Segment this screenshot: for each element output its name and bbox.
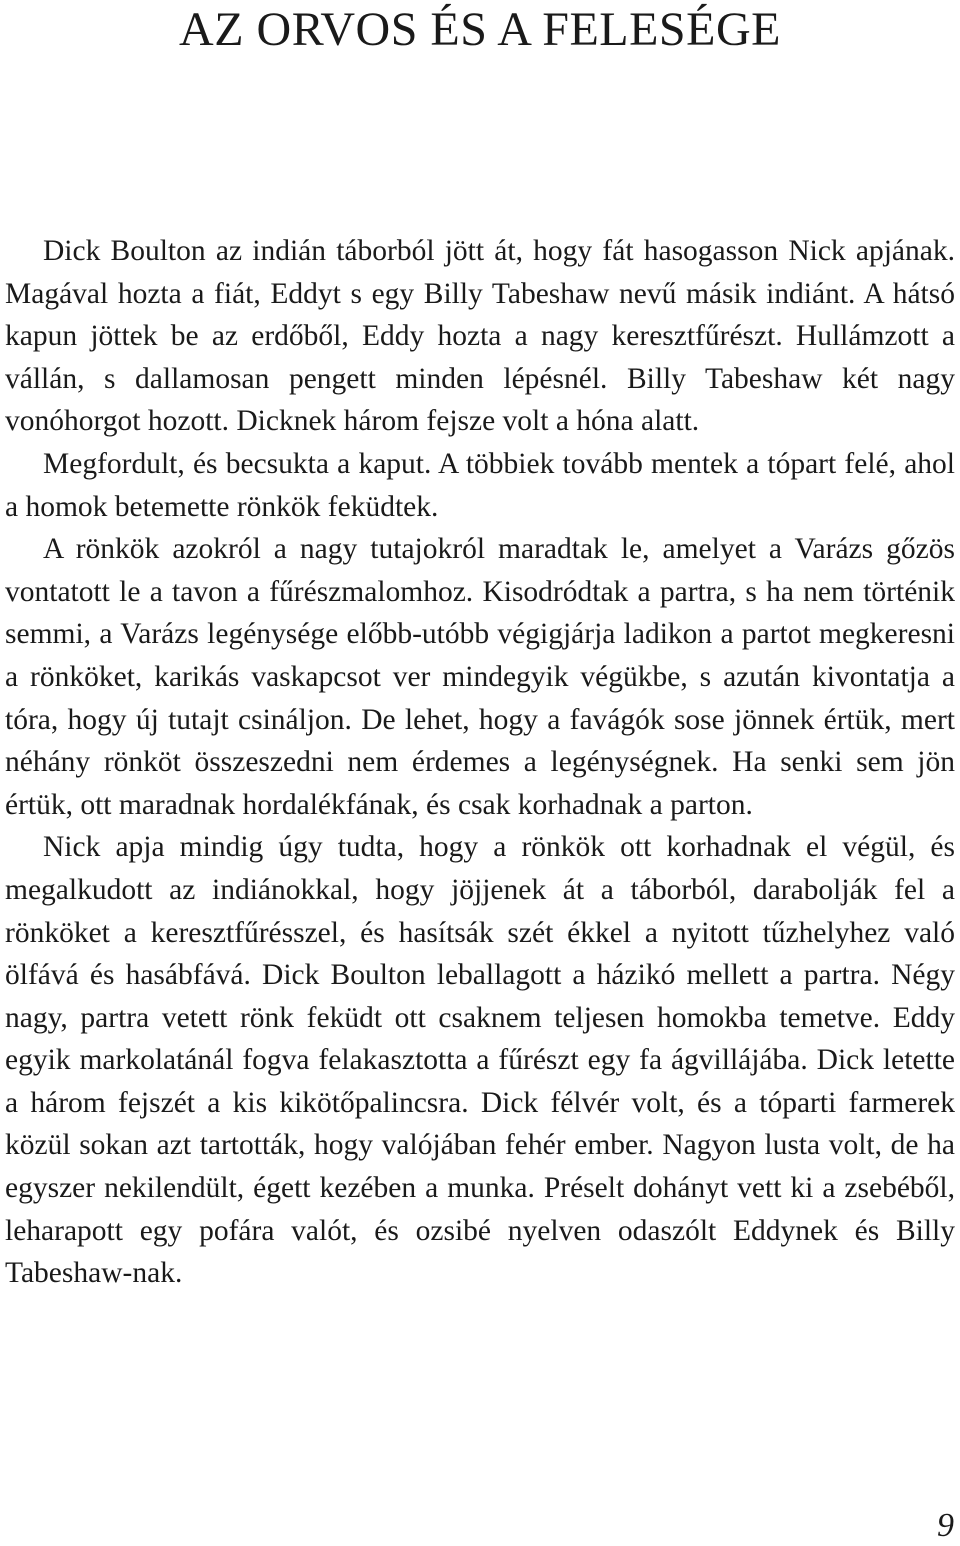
chapter-body: [5, 230, 955, 1295]
page-number: 9: [937, 1507, 954, 1544]
paragraph: Nick apja mindig úgy tudta, hogy a rönkök ott korhadnak el végül, és megalkudott az indiánokkal, hogy jöjjenek át a táborból, darabolják fel a rönköket a keresztfűrésszel, és hasítsák szét ékkel a nyitott tűzhelyhez való ölfává és hasábfává. Dick Boulton leballagott a házikó mellett a partra. Négy nagy, partra vetett rönk feküdt ott csaknem teljesen homokba temetve. Eddy egyik markolatánál fogva felakasztotta a fűrészt egy fa ágvillájába. Dick letette a három fejszét a kis kikötőpalincsra. Dick félvér volt, és a tóparti farmerek közül sokan azt tartották, hogy valójában fehér ember. Nagyon lusta volt, de ha egyszer nekilendült, égett kezében a munka. Préselt dohányt vett ki a zsebéből, leharapott egy pofára valót, és ozsibé nyelven odaszólt Eddynek és Billy Tabeshaw-nak.: [5, 831, 955, 1290]
paragraph: Megfordult, és becsukta a kaput. A többiek tovább mentek a tópart felé, ahol a homok betemette rönkök feküdtek.: [5, 447, 955, 523]
paragraph: Dick Boulton az indián táborból jött át, hogy fát hasogasson Nick apjának. Magával hozta a fiát, Eddyt s egy Billy Tabeshaw nevű másik indiánt. A hátsó kapun jöttek be az erdőből, Eddy hozta a nagy keresztfűrészt. Hullámzott a vállán, s dallamosan pengett minden lépésnél. Billy Tabeshaw két nagy vonóhorgot hozott. Dicknek három fejsze volt a hóna alatt.: [5, 235, 955, 438]
chapter-title: AZ ORVOS ÉS A FELESÉGE: [179, 3, 781, 56]
paragraph: A rönkök azokról a nagy tutajokról maradtak le, amelyet a Varázs gőzös vontatott le a tavon a fűrészmalomhoz. Kisodródtak a partra, s ha nem történik semmi, a Varázs legénysége előbb-utóbb végigjárja ladikon a partot megkeresni a rönköket, karikás vaskapcsot ver mindegyik végükbe, s azután kivontatja a tóra, hogy új tutajt csináljon. De lehet, hogy a favágók sose jönnek értük, mert néhány rönköt összeszedni nem érdemes a legénységnek. Ha senki sem jön értük, ott maradnak hordalékfának, és csak korhadnak a parton.: [5, 533, 955, 821]
